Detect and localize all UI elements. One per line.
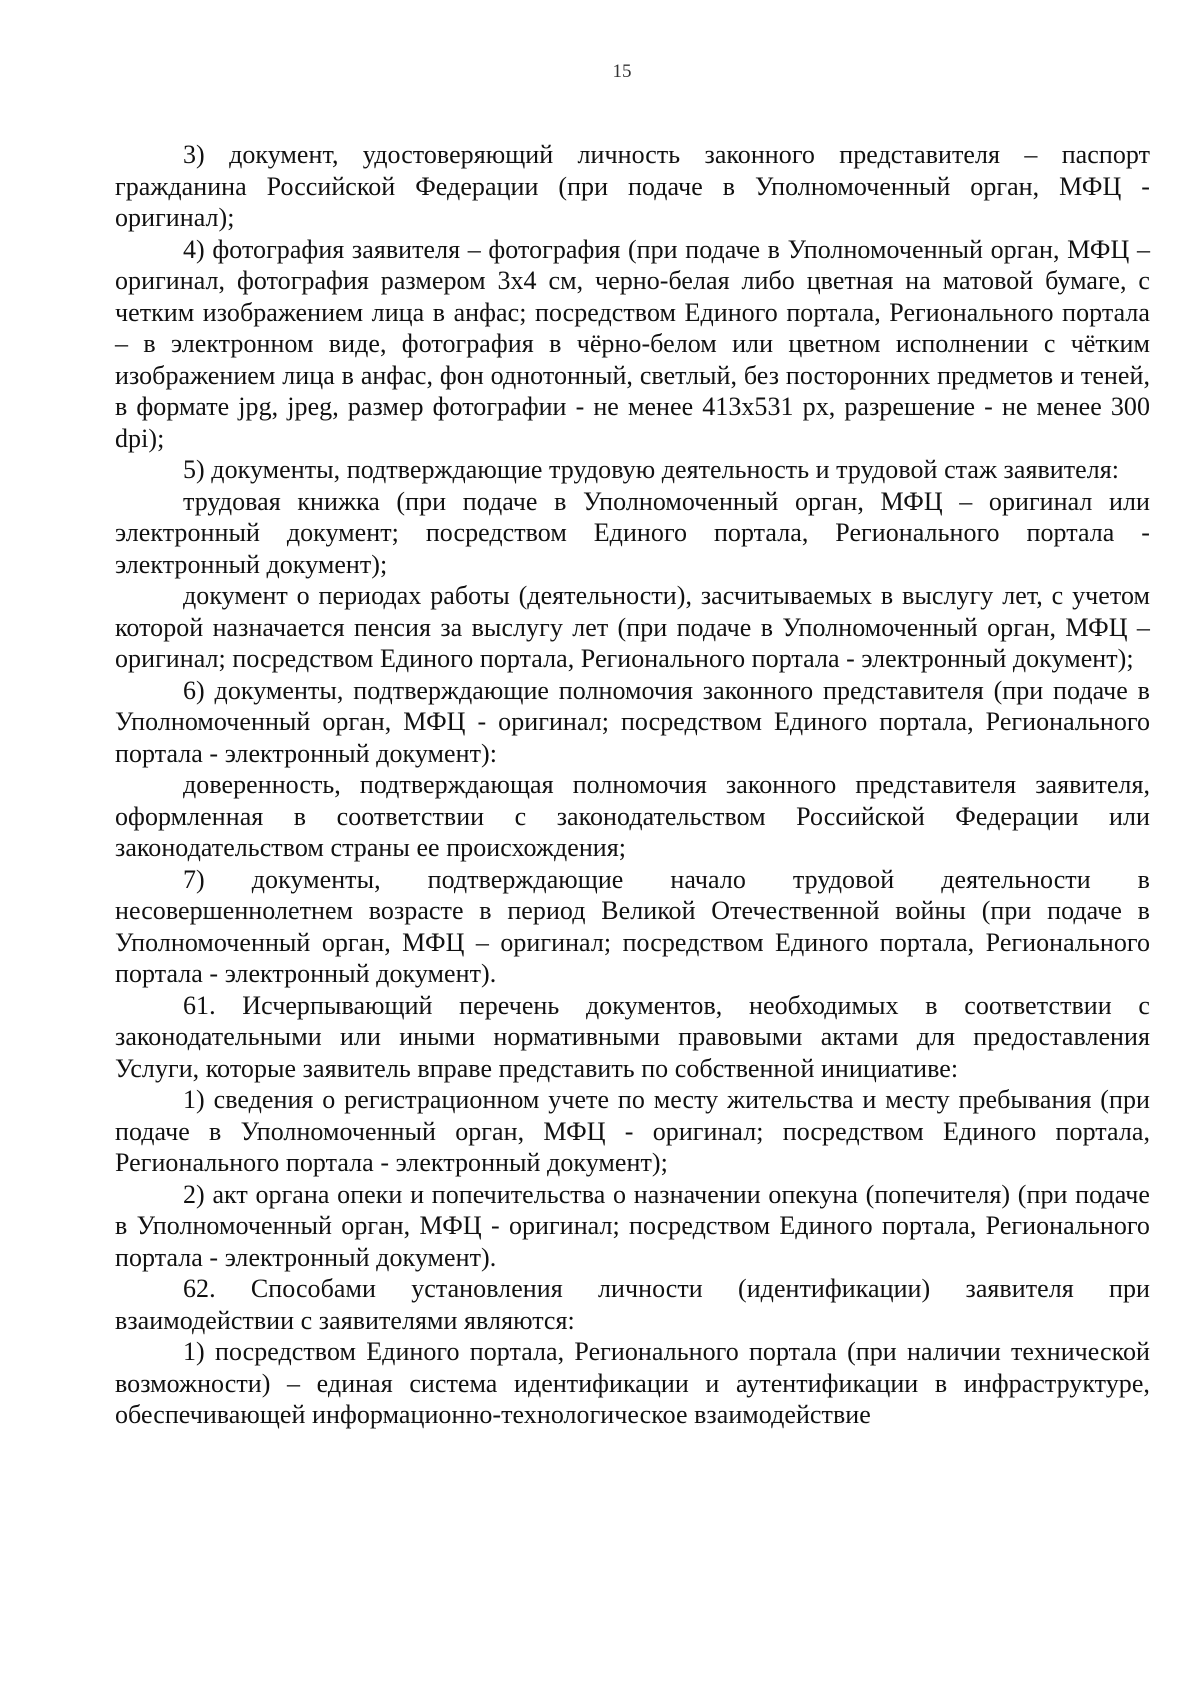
paragraph-clause-62: 62. Способами установления личности (идентификации) заявителя при взаимодействии с заявителями являются: — [115, 1274, 1150, 1335]
paragraph-item-3-passport: 3) документ, удостоверяющий личность законного представителя – паспорт гражданина Российской Федерации (при подаче в Уполномоченный орган, МФЦ - оригинал); — [115, 140, 1150, 232]
document-body — [115, 139, 1150, 1431]
paragraph-item-4-photo: 4) фотография заявителя – фотография (при подаче в Уполномоченный орган, МФЦ – оригинал, фотография размером 3х4 см, черно-белая либо цветная на матовой бумаге, с четким изображением лица в анфас; посредством Единого портала, Регионального портала – в электронном виде, фотография в чёрно-белом или цветном исполнении с чётким изображением лица в анфас, фон однотонный, светлый, без посторонних предметов и теней, в формате jpg, jpeg, размер фотографии - не менее 413х531 px, разрешение - не менее 300 dpi); — [115, 234, 1150, 453]
paragraph-work-record-book: трудовая книжка (при подаче в Уполномоченный орган, МФЦ – оригинал или электронный документ; посредством Единого портала, Регионального портала - электронный документ); — [115, 486, 1150, 579]
paragraph-work-periods-document: документ о периодах работы (деятельности), засчитываемых в выслугу лет, с учетом которой назначается пенсия за выслугу лет (при подаче в Уполномоченный орган, МФЦ – оригинал; посредством Единого портала, Регионального портала - электронный документ); — [115, 581, 1150, 673]
paragraph-power-of-attorney: доверенность, подтверждающая полномочия законного представителя заявителя, оформленная в соответствии с законодательством Российской Федерации или законодательством страны ее происхождения; — [115, 770, 1150, 862]
paragraph-item-5-employment: 5) документы, подтверждающие трудовую деятельность и трудовой стаж заявителя: — [183, 455, 1120, 484]
paragraph-61-item-2-guardianship: 2) акт органа опеки и попечительства о назначении опекуна (попечителя) (при подаче в Уполномоченный орган, МФЦ - оригинал; посредством Единого портала, Регионального портала - электронный документ). — [115, 1179, 1150, 1272]
paragraph-61-item-1-registration: 1) сведения о регистрационном учете по месту жительства и месту пребывания (при подаче в Уполномоченный орган, МФЦ - оригинал; посредством Единого портала, Регионального портала - электронный документ); — [115, 1085, 1150, 1177]
page-number: 15 — [612, 61, 632, 82]
paragraph-item-7-minors-wartime: 7) документы, подтверждающие начало трудовой деятельности в несовершеннолетнем возрасте в период Великой Отечественной войны (при подаче в Уполномоченный орган, МФЦ – оригинал; посредством Единого портала, Регионального портала - электронный документ). — [115, 864, 1150, 988]
paragraph-62-item-1-identification: 1) посредством Единого портала, Регионального портала (при наличии технической возможности) – единая система идентификации и аутентификации в инфраструктуре, обеспечивающей информационно-технологическое взаимодействие — [115, 1337, 1150, 1429]
paragraph-item-6-authority: 6) документы, подтверждающие полномочия законного представителя (при подаче в Уполномоченный орган, МФЦ - оригинал; посредством Единого портала, Регионального портала - электронный документ): — [115, 675, 1150, 768]
paragraph-clause-61: 61. Исчерпывающий перечень документов, необходимых в соответствии с законодательными или иными нормативными правовыми актами для предоставления Услуги, которые заявитель вправе представить по собственной инициативе: — [115, 990, 1150, 1083]
